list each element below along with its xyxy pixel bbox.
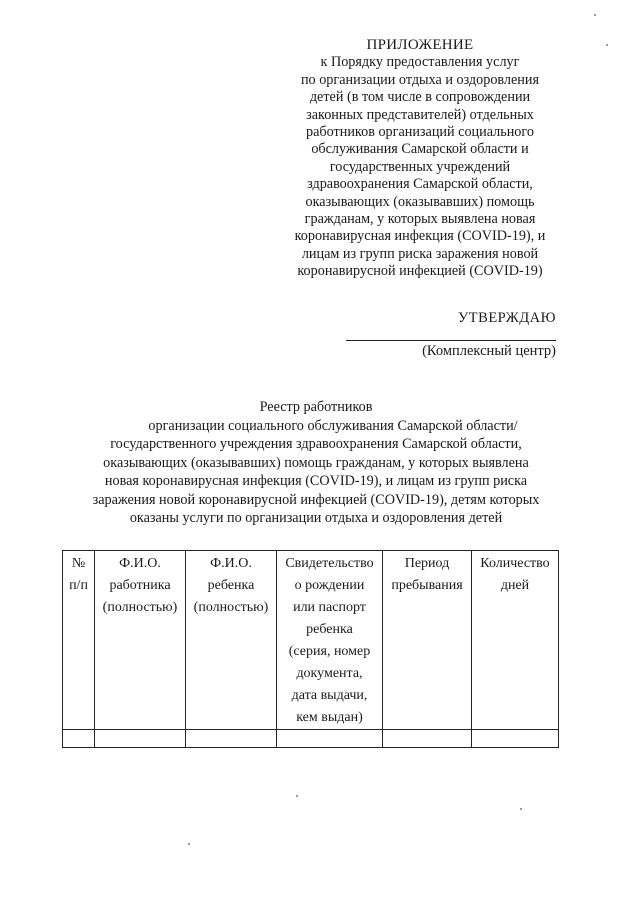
registry-title: Реестр работников	[259, 399, 373, 415]
appendix-line: гражданам, у которых выявлена новая	[304, 211, 536, 228]
scan-speck	[594, 14, 596, 16]
scan-speck	[606, 44, 608, 46]
approval-label: УТВЕРЖДАЮ	[458, 310, 556, 326]
registry-table	[62, 550, 559, 748]
signature-line	[346, 340, 556, 341]
scan-speck	[296, 795, 298, 797]
appendix-line: государственных учреждений	[329, 158, 511, 175]
appendix-line: коронавирусной инфекцией (COVID-19)	[297, 263, 543, 280]
column-header-employee-name: Ф.И.О. работника (полностью)	[95, 551, 186, 730]
appendix-line: оказывающих (оказывавших) помощь	[305, 193, 535, 210]
registry-line: оказывающих (оказывавших) помощь гражданам, у которых выявлена	[103, 454, 529, 471]
appendix-line: коронавирусная инфекция (COVID-19), и	[294, 228, 546, 245]
table-row	[63, 730, 559, 748]
registry-line: организации социального обслуживания Самарской области/	[148, 417, 518, 434]
appendix-line: обслуживания Самарской области и	[311, 141, 529, 158]
column-header-number: № п/п	[63, 551, 95, 730]
table-header-row	[63, 551, 559, 730]
registry-line: государственного учреждения здравоохранения Самарской области,	[110, 436, 522, 452]
appendix-line: детей (в том числе в сопровождении	[309, 89, 531, 106]
appendix-line: по организации отдыха и оздоровления	[300, 71, 540, 88]
approval-block	[330, 308, 556, 360]
appendix-line: законных представителей) отдельных	[306, 106, 534, 123]
column-header-child-name: Ф.И.О. ребенка (полностью)	[186, 551, 277, 730]
column-header-period: Период пребывания	[383, 551, 472, 730]
appendix-title: ПРИЛОЖЕНИЕ	[366, 37, 474, 53]
approval-caption: (Комплексный центр)	[422, 343, 556, 359]
column-header-days: Количество дней	[472, 551, 559, 730]
scan-speck	[520, 808, 522, 810]
table-cell	[186, 730, 277, 748]
registry-line: оказаны услуги по организации отдыха и оздоровления детей	[129, 510, 503, 526]
registry-table-wrap	[62, 550, 558, 748]
column-header-document: Свидетельство о рождении или паспорт ребенка (серия, номер документа, дата выдачи, кем выдан)	[277, 551, 383, 730]
appendix-line: лицам из групп риска заражения новой	[301, 245, 539, 262]
registry-heading	[56, 398, 576, 528]
registry-line: новая коронавирусная инфекция (COVID-19), и лицам из групп риска	[104, 473, 528, 489]
table-cell	[95, 730, 186, 748]
registry-line: заражения новой коронавирусной инфекцией (COVID-19), детям которых	[92, 491, 540, 508]
appendix-block	[278, 37, 562, 281]
scan-speck	[188, 843, 190, 845]
table-cell	[63, 730, 95, 748]
appendix-line: здравоохранения Самарской области,	[307, 176, 533, 193]
table-cell	[383, 730, 472, 748]
appendix-line: работников организаций социального	[306, 124, 534, 141]
table-cell	[277, 730, 383, 748]
table-cell	[472, 730, 559, 748]
appendix-line: к Порядку предоставления услуг	[320, 54, 520, 71]
